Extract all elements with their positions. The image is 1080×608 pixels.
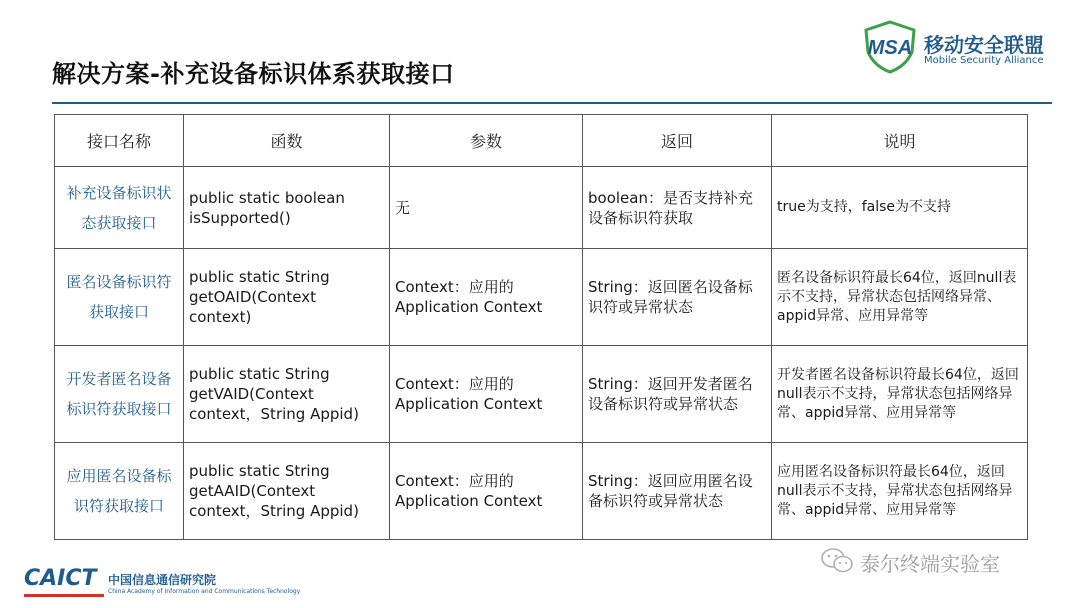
notes-cell: 开发者匿名设备标识符最长64位，返回null表示不支持，异常状态包括网络异常、appid异常、应用异常等 xyxy=(772,346,1028,443)
msa-mark-text: MSA xyxy=(867,37,913,59)
function-line: isSupported() xyxy=(189,208,291,227)
function-line: context，String Appid) xyxy=(189,405,359,423)
params-cell: 无 xyxy=(390,167,583,249)
wechat-icon xyxy=(820,546,854,576)
function-cell xyxy=(184,346,390,443)
header-returns: 返回 xyxy=(583,115,772,167)
function-line: getOAID(Context xyxy=(189,288,317,306)
function-cell xyxy=(184,167,390,249)
caict-name-cn: 中国信息通信研究院 xyxy=(108,573,217,587)
table-row xyxy=(55,167,1028,249)
header-interface-name: 接口名称 xyxy=(55,115,184,167)
caict-wordmark: CAICT xyxy=(24,566,97,591)
interface-table xyxy=(54,114,1028,540)
returns-cell: boolean：是否支持补充设备标识符获取 xyxy=(583,167,772,249)
header-function: 函数 xyxy=(184,115,390,167)
interface-name-cell: 应用匿名设备标识符获取接口 xyxy=(55,443,184,540)
slide-title: 解决方案-补充设备标识体系获取接口 xyxy=(52,60,455,88)
msa-shield-icon xyxy=(860,20,920,74)
returns-cell: String：返回开发者匿名设备标识符或异常状态 xyxy=(583,346,772,443)
function-line: public static String xyxy=(189,462,330,480)
notes-cell: 应用匿名设备标识符最长64位，返回null表示不支持，异常状态包括网络异常、appid异常、应用异常等 xyxy=(772,443,1028,540)
function-cell xyxy=(184,249,390,346)
header-params: 参数 xyxy=(390,115,583,167)
interface-name-cell: 补充设备标识状态获取接口 xyxy=(55,167,184,249)
msa-name-en: Mobile Security Alliance xyxy=(924,55,1044,66)
wechat-watermark xyxy=(820,546,1060,576)
header-notes: 说明 xyxy=(772,115,1028,167)
watermark-text: 泰尔终端实验室 xyxy=(860,552,1000,576)
params-cell: Context：应用的Application Context xyxy=(390,249,583,346)
returns-cell: String：返回匿名设备标识符或异常状态 xyxy=(583,249,772,346)
notes-cell: true为支持，false为不支持 xyxy=(772,167,1028,249)
function-line: public static boolean xyxy=(189,188,345,207)
function-line: context) xyxy=(189,308,252,326)
params-cell: Context：应用的Application Context xyxy=(390,443,583,540)
returns-cell: String：返回应用匿名设备标识符或异常状态 xyxy=(583,443,772,540)
function-line: context，String Appid) xyxy=(189,502,359,520)
interface-name-cell: 匿名设备标识符获取接口 xyxy=(55,249,184,346)
table-row xyxy=(55,249,1028,346)
caict-logo xyxy=(24,566,301,602)
msa-name-cn: 移动安全联盟 xyxy=(924,33,1044,57)
interface-name-cell: 开发者匿名设备标识符获取接口 xyxy=(55,346,184,443)
title-divider xyxy=(52,102,1052,104)
function-line: getVAID(Context xyxy=(189,385,314,403)
table-row xyxy=(55,443,1028,540)
params-cell: Context：应用的Application Context xyxy=(390,346,583,443)
function-line: public static String xyxy=(189,268,330,286)
notes-cell: 匿名设备标识符最长64位，返回null表示不支持，异常状态包括网络异常、appid异常、应用异常等 xyxy=(772,249,1028,346)
caict-underline xyxy=(24,594,104,597)
table-row xyxy=(55,346,1028,443)
function-cell xyxy=(184,443,390,540)
caict-name-en: China Academy of Information and Communications Technology xyxy=(108,588,301,595)
function-line: getAAID(Context xyxy=(189,482,316,500)
function-line: public static String xyxy=(189,365,330,383)
msa-logo xyxy=(858,20,1058,76)
table-header-row xyxy=(55,115,1028,167)
